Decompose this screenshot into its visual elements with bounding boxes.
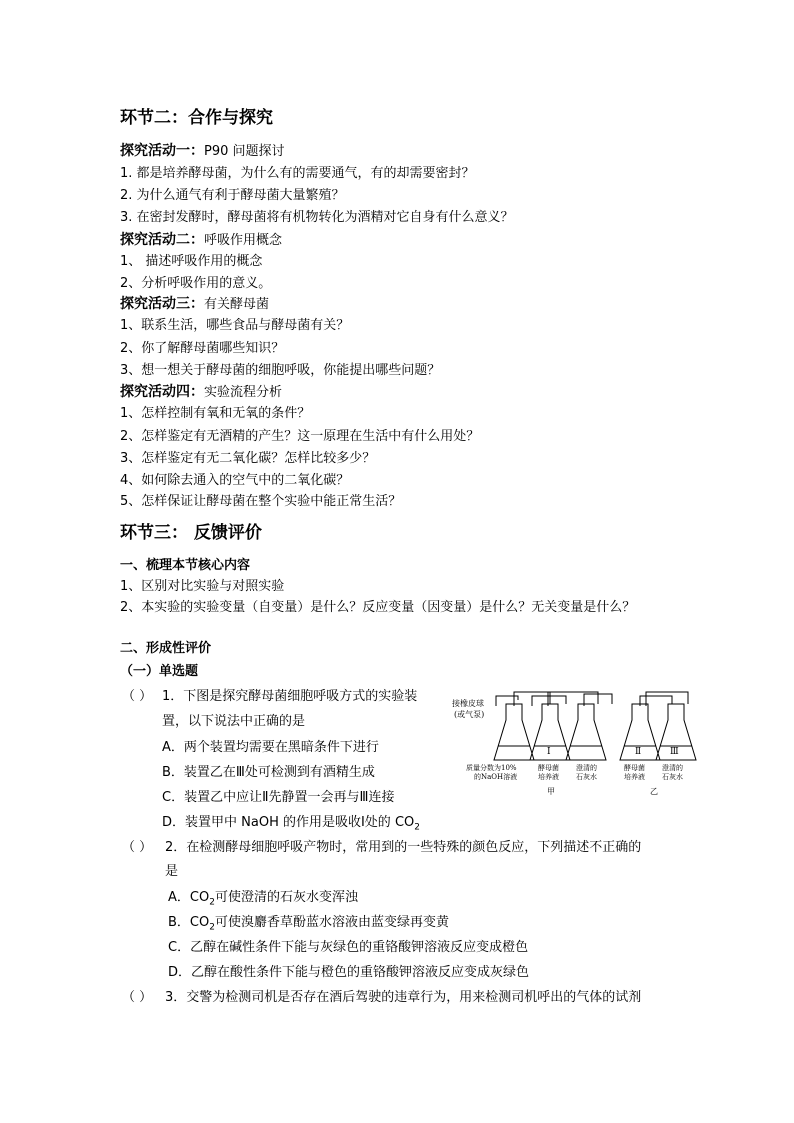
fig-lime-label-1b: 澄清的 xyxy=(662,764,683,772)
q2-option-b xyxy=(168,915,449,936)
fig-naoh-label-1: 质量分数为10% xyxy=(466,764,517,772)
fig-label-jia: 甲 xyxy=(547,787,555,796)
activity1-label: 探究活动一： xyxy=(120,143,204,159)
activity3-label: 探究活动三： xyxy=(120,296,204,312)
activity3-topic: 有关酵母菌 xyxy=(204,297,270,312)
fig-lime-label-2: 石灰水 xyxy=(576,773,597,781)
activity4-label: 探究活动四： xyxy=(120,384,204,400)
q1-option-d-sub: 2 xyxy=(414,822,420,833)
q3-paren: （ ） xyxy=(122,990,153,1005)
activity4-item: 3、怎样鉴定有无二氧化碳？怎样比较多少？ xyxy=(120,451,376,466)
q2-paren: （ ） xyxy=(122,840,153,855)
q2-option-d: D．乙醇在酸性条件下能与橙色的重铬酸钾溶液反应变成灰绿色 xyxy=(168,965,530,980)
activity2-item: 1、 描述呼吸作用的概念 xyxy=(120,254,263,269)
fig-lime-label-1: 澄清的 xyxy=(576,764,597,772)
fig-yeast-label-1b: 酵母菌 xyxy=(624,764,645,772)
part1-title: 一、梳理本节核心内容 xyxy=(120,558,251,573)
q1-option-b: B．装置乙在Ⅲ处可检测到有酒精生成 xyxy=(162,765,375,780)
q2-option-a-post: 可使澄清的石灰水变浑浊 xyxy=(214,890,358,905)
q2-option-a xyxy=(168,890,358,911)
activity1-item: 3. 在密封发酵时，酵母菌将有机物转化为酒精对它自身有什么意义？ xyxy=(120,210,514,225)
q1-option-c: C．装置乙中应让Ⅱ先静置一会再与Ⅲ连接 xyxy=(162,790,395,805)
fig-yeast-label-1: 酵母菌 xyxy=(538,764,559,772)
q2-stem: 2．在检测酵母细胞呼吸产物时，常用到的一些特殊的颜色反应，下列描述不正确的 xyxy=(165,840,642,855)
fig-yeast-label-2: 培养液 xyxy=(538,773,559,781)
q1-option-a: A．两个装置均需要在黑暗条件下进行 xyxy=(162,740,379,755)
part1-item: 2、本实验的实验变量（自变量）是什么？反应变量（因变量）是什么？无关变量是什么？ xyxy=(120,600,636,615)
fig-roman-2: Ⅱ xyxy=(635,747,642,757)
fig-ball-label-1: 接橡皮球 xyxy=(452,699,484,708)
q2-option-a-sub: 2 xyxy=(209,897,215,908)
q1-stem-cont: 置，以下说法中正确的是 xyxy=(162,714,306,729)
activity2-heading xyxy=(120,232,282,249)
fig-lime-label-2b: 石灰水 xyxy=(662,773,683,781)
q1-stem: 1．下图是探究酵母菌细胞呼吸方式的实验装 xyxy=(162,689,418,704)
q2-option-b-pre: B．CO xyxy=(168,915,210,930)
activity3-item: 3、想一想关于酵母菌的细胞呼吸，你能提出哪些问题？ xyxy=(120,363,441,378)
activity3-heading xyxy=(120,296,269,313)
activity4-item: 1、怎样控制有氧和无氧的条件？ xyxy=(120,406,311,421)
activity4-topic: 实验流程分析 xyxy=(204,385,283,400)
section2-title: 环节二：合作与探究 xyxy=(120,108,273,128)
q1-paren: （ ） xyxy=(122,689,153,704)
activity4-item: 4、如何除去通入的空气中的二氧化碳？ xyxy=(120,473,350,488)
activity4-heading xyxy=(120,384,282,401)
activity4-item: 5、怎样保证让酵母菌在整个实验中能正常生活？ xyxy=(120,494,402,509)
q3-stem: 3．交警为检测司机是否存在酒后驾驶的违章行为，用来检测司机呼出的气体的试剂 xyxy=(165,990,642,1005)
activity2-topic: 呼吸作用概念 xyxy=(204,233,283,248)
part1-item: 1、区别对比实验与对照实验 xyxy=(120,579,285,594)
q2-option-b-sub: 2 xyxy=(209,922,215,933)
yeast-experiment-figure xyxy=(452,686,700,798)
q2-option-c: C．乙醇在碱性条件下能与灰绿色的重铬酸钾溶液反应变成橙色 xyxy=(168,940,529,955)
section3-title: 环节三： 反馈评价 xyxy=(120,523,262,543)
q1-option-d xyxy=(162,815,420,836)
activity3-item: 2、你了解酵母菌哪些知识？ xyxy=(120,341,285,356)
activity1-item: 2. 为什么通气有利于酵母菌大量繁殖？ xyxy=(120,188,345,203)
activity3-item: 1、联系生活，哪些食品与酵母菌有关？ xyxy=(120,318,350,333)
q2-stem-cont: 是 xyxy=(165,864,179,879)
q1-option-d-text: D．装置甲中 NaOH 的作用是吸收Ⅰ处的 CO xyxy=(162,815,415,830)
fig-naoh-label-2: 的NaOH溶液 xyxy=(474,773,518,781)
q2-option-b-post: 可使溴麝香草酚蓝水溶液由蓝变绿再变黄 xyxy=(214,915,449,930)
part2-title: 二、形成性评价 xyxy=(120,641,212,656)
activity2-item: 2、分析呼吸作用的意义。 xyxy=(120,276,272,291)
q2-option-a-pre: A．CO xyxy=(168,890,210,905)
activity4-item: 2、怎样鉴定有无酒精的产生？这一原理在生活中有什么用处？ xyxy=(120,429,480,444)
fig-ball-label-2: (或气泵) xyxy=(454,710,485,719)
activity2-label: 探究活动二： xyxy=(120,232,204,248)
fig-roman-3: Ⅲ xyxy=(670,747,679,757)
activity1-heading xyxy=(120,143,285,160)
fig-label-yi: 乙 xyxy=(650,787,658,796)
fig-yeast-label-2b: 培养液 xyxy=(624,773,645,781)
fig-roman-1: Ⅰ xyxy=(547,747,551,757)
activity1-item: 1. 都是培养酵母菌，为什么有的需要通气，有的却需要密封？ xyxy=(120,166,475,181)
part2-subtitle: （一）单选题 xyxy=(120,664,199,679)
activity1-topic: P90 问题探讨 xyxy=(204,144,285,159)
